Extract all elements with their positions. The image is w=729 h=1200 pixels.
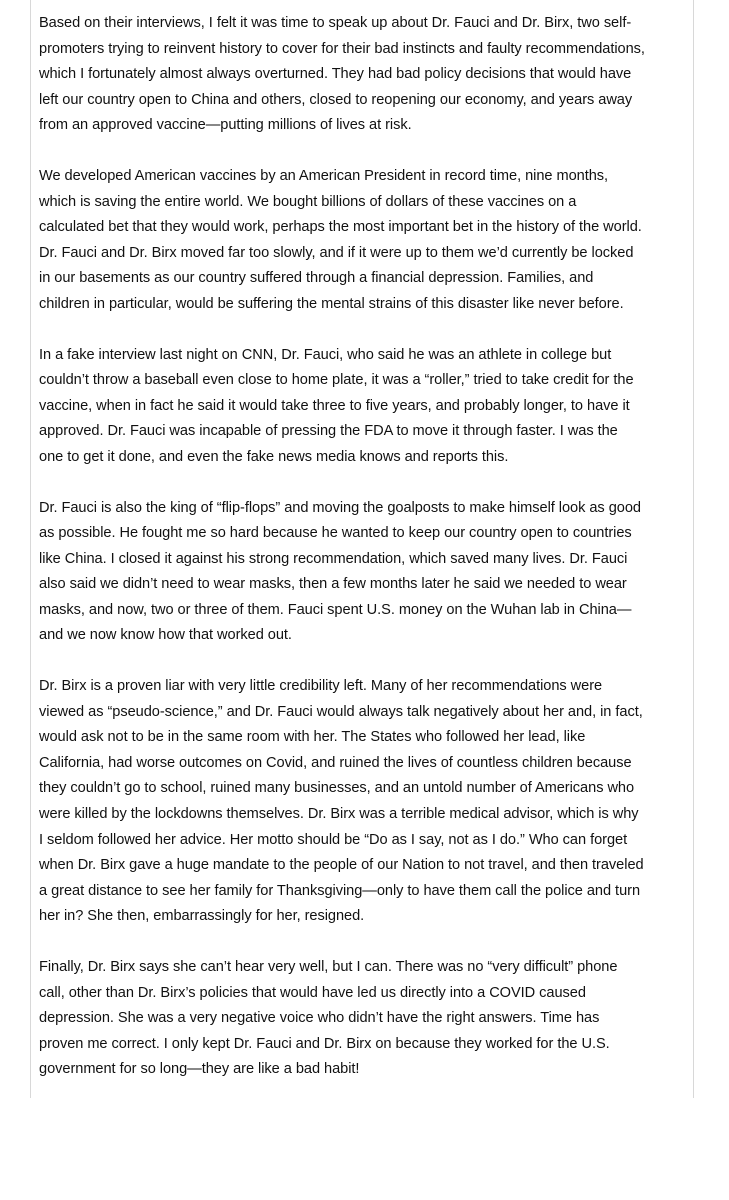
- text-line: they couldn’t go to school, ruined many businesses, and an untold number of Americans who: [39, 780, 635, 797]
- text-line: calculated bet that they would work, perhaps the most important bet in the history of the world.: [39, 219, 642, 236]
- text-line: a great distance to see her family for Thanksgiving—only to have them call the police and turn: [39, 882, 641, 899]
- paragraph-1: [39, 11, 691, 139]
- text-line: promoters trying to reinvent history to cover for their bad instincts and faulty recommendations,: [39, 40, 645, 57]
- text-line: Based on their interviews, I felt it was time to speak up about Dr. Fauci and Dr. Birx, two self-: [39, 15, 632, 31]
- text-line: government for so long—they are like a bad habit!: [39, 1061, 360, 1078]
- text-line: proven me correct. I only kept Dr. Fauci and Dr. Birx on because they worked for the U.S.: [39, 1035, 610, 1052]
- text-line: her in? She then, embarrassingly for her, resigned.: [39, 908, 365, 925]
- text-line: vaccine, when in fact he said it would take three to five years, and probably longer, to have it: [39, 397, 630, 414]
- text-line: in our basements as our country suffered through a financial depression. Families, and: [39, 270, 594, 287]
- text-line: masks, and now, two or three of them. Fauci spent U.S. money on the Wuhan lab in China—: [39, 601, 632, 618]
- paragraph-5: [39, 674, 691, 930]
- text-line: also said we didn’t need to wear masks, then a few months later he said we needed to wear: [39, 576, 627, 593]
- paragraph-4: [39, 496, 691, 650]
- paragraph-2: [39, 164, 691, 318]
- text-line: left our country open to China and others, closed to reopening our economy, and years away: [39, 91, 633, 108]
- text-line: Dr. Fauci is also the king of “flip-flops” and moving the goalposts to make himself look as good: [39, 499, 641, 516]
- paragraph-6: [39, 955, 691, 1083]
- text-line: like China. I closed it against his strong recommendation, which saved many lives. Dr. Fauci: [39, 550, 628, 567]
- text-line: would ask not to be in the same room with her. The States who followed her lead, like: [39, 729, 586, 746]
- text-line: which I fortunately almost always overturned. They had bad policy decisions that would have: [39, 66, 632, 83]
- statement-body: [39, 11, 691, 1108]
- paragraph-3: [39, 343, 691, 471]
- text-line: as possible. He fought me so hard because he wanted to keep our country open to countries: [39, 525, 632, 542]
- text-line: Dr. Fauci and Dr. Birx moved far too slowly, and if it were up to them we’d currently be locked: [39, 244, 634, 261]
- text-line: California, had worse outcomes on Covid, and ruined the lives of countless children because: [39, 754, 632, 771]
- text-line: from an approved vaccine—putting millions of lives at risk.: [39, 117, 412, 134]
- text-line: We developed American vaccines by an American President in record time, nine months,: [39, 167, 609, 184]
- text-line: couldn’t throw a baseball even close to home plate, it was a “roller,” tried to take credit for the: [39, 372, 634, 389]
- text-line: Finally, Dr. Birx says she can’t hear very well, but I can. There was no “very difficult” phone: [39, 959, 618, 975]
- text-line: I seldom followed her advice. Her motto should be “Do as I say, not as I do.” Who can forget: [39, 831, 628, 848]
- text-line: which is saving the entire world. We bought billions of dollars of these vaccines on a: [39, 193, 577, 210]
- text-line: approved. Dr. Fauci was incapable of pressing the FDA to move it through faster. I was the: [39, 423, 618, 440]
- text-line: one to get it done, and even the fake news media knows and reports this.: [39, 448, 509, 465]
- text-line: depression. She was a very negative voice who didn’t have the right answers. Time has: [39, 1010, 600, 1027]
- text-line: In a fake interview last night on CNN, Dr. Fauci, who said he was an athlete in college but: [39, 346, 612, 363]
- text-line: call, other than Dr. Birx’s policies that would have led us directly into a COVID caused: [39, 984, 586, 1001]
- text-line: Dr. Birx is a proven liar with very little credibility left. Many of her recommendations were: [39, 678, 603, 695]
- text-line: were killed by the lockdowns themselves. Dr. Birx was a terrible medical advisor, which is why: [39, 806, 639, 823]
- text-line: viewed as “pseudo-science,” and Dr. Fauci would always talk negatively about her and, in fact,: [39, 703, 643, 720]
- text-line: when Dr. Birx gave a huge mandate to the people of our Nation to not travel, and then traveled: [39, 857, 644, 874]
- text-line: children in particular, would be suffering the mental strains of this disaster like never before.: [39, 295, 624, 312]
- text-line: and we now know how that worked out.: [39, 627, 292, 644]
